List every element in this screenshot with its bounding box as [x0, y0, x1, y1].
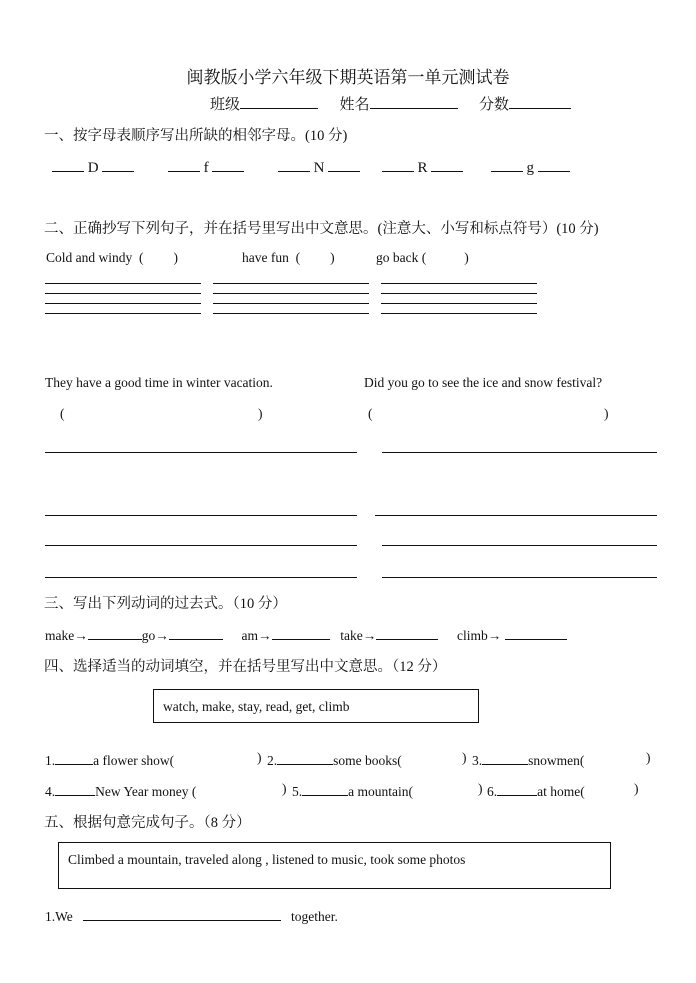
name-label: 姓名 — [339, 97, 370, 113]
answer-line[interactable] — [382, 452, 657, 453]
close-4: ) — [282, 781, 287, 796]
item-6: 6. at home( — [487, 781, 585, 800]
writing-line[interactable] — [381, 293, 537, 294]
question-5-1: 1.We together. — [45, 906, 338, 925]
paren-open-1: ( — [60, 406, 65, 421]
section3-heading: 三、写出下列动词的过去式。（10 分） — [44, 596, 287, 612]
item-5: 5. a mountain( — [292, 781, 413, 800]
item-4: 4. New Year money ( — [45, 781, 196, 800]
word-box-4-text: watch, make, stay, read, get, climb — [163, 699, 350, 714]
writing-line[interactable] — [45, 303, 201, 304]
page-title: 闽教版小学六年级下期英语第一单元测试卷 — [186, 68, 510, 87]
answer-line[interactable] — [45, 515, 357, 516]
paren-close-1: ) — [258, 406, 263, 421]
writing-line[interactable] — [45, 283, 201, 284]
close-1: ) — [257, 750, 262, 765]
info-line — [210, 93, 571, 114]
phrase-1: Cold and windy ( ) — [46, 250, 178, 265]
writing-line[interactable] — [381, 303, 537, 304]
writing-line[interactable] — [381, 283, 537, 284]
phrase-3: go back ( ) — [376, 250, 469, 265]
item-3: 3. snowmen( — [472, 750, 584, 769]
letter-blank[interactable] — [538, 157, 570, 172]
close-5: ) — [478, 781, 483, 796]
writing-line[interactable] — [381, 313, 537, 314]
writing-line[interactable] — [213, 303, 369, 304]
name-field[interactable] — [370, 94, 458, 109]
close-2: ) — [462, 750, 467, 765]
letter-row — [52, 157, 570, 177]
letter-blank[interactable] — [382, 157, 414, 172]
score-label: 分数 — [479, 97, 510, 113]
answer-line[interactable] — [375, 515, 657, 516]
verb-answer[interactable] — [88, 625, 142, 640]
letter-N: N — [313, 160, 325, 176]
paren-open-2: ( — [368, 406, 373, 421]
verb-answer[interactable] — [272, 625, 330, 640]
section1-heading: 一、按字母表顺序写出所缺的相邻字母。(10 分) — [44, 128, 348, 144]
verb-row: make→ go→ am→ take→ climb→ — [45, 625, 567, 644]
letter-blank[interactable] — [328, 157, 360, 172]
writing-line[interactable] — [213, 283, 369, 284]
verb-answer[interactable] — [169, 625, 223, 640]
close-6: ) — [634, 781, 639, 796]
writing-line[interactable] — [213, 313, 369, 314]
score-field[interactable] — [509, 94, 571, 109]
sentence-1: They have a good time in winter vacation. — [45, 375, 273, 390]
class-label: 班级 — [210, 97, 241, 113]
letter-blank[interactable] — [491, 157, 523, 172]
class-field[interactable] — [240, 94, 318, 109]
paren-close-2: ) — [604, 406, 609, 421]
phrase-2: have fun ( ) — [242, 250, 335, 265]
answer-line[interactable] — [45, 545, 357, 546]
writing-line[interactable] — [45, 313, 201, 314]
letter-blank[interactable] — [52, 157, 84, 172]
item-2: 2. some books( — [267, 750, 402, 769]
letter-blank[interactable] — [278, 157, 310, 172]
letter-D: D — [87, 160, 99, 176]
answer-line[interactable] — [45, 452, 357, 453]
section2-heading: 二、正确抄写下列句子，并在括号里写出中文意思。(注意大、小写和标点符号）(10 分) — [44, 221, 599, 237]
writing-line[interactable] — [45, 293, 201, 294]
letter-g: g — [526, 160, 534, 176]
section5-heading: 五、根据句意完成句子。（8 分） — [44, 815, 251, 831]
sentence-2: Did you go to see the ice and snow festival? — [364, 375, 603, 390]
answer-blank[interactable] — [83, 906, 281, 921]
item-1: 1. a flower show( — [45, 750, 174, 769]
verb-answer[interactable] — [376, 625, 438, 640]
writing-line[interactable] — [213, 293, 369, 294]
letter-blank[interactable] — [168, 157, 200, 172]
word-box-5-text: Climbed a mountain, traveled along , listened to music, took some photos — [68, 852, 466, 867]
letter-blank[interactable] — [102, 157, 134, 172]
answer-line[interactable] — [382, 545, 657, 546]
letter-blank[interactable] — [212, 157, 244, 172]
answer-line[interactable] — [45, 577, 357, 578]
verb-answer[interactable] — [505, 625, 567, 640]
answer-line[interactable] — [382, 577, 657, 578]
letter-R: R — [417, 160, 428, 176]
section4-heading: 四、选择适当的动词填空，并在括号里写出中文意思。（12 分） — [44, 659, 447, 675]
letter-f: f — [203, 160, 209, 176]
close-3: ) — [646, 750, 651, 765]
letter-blank[interactable] — [431, 157, 463, 172]
